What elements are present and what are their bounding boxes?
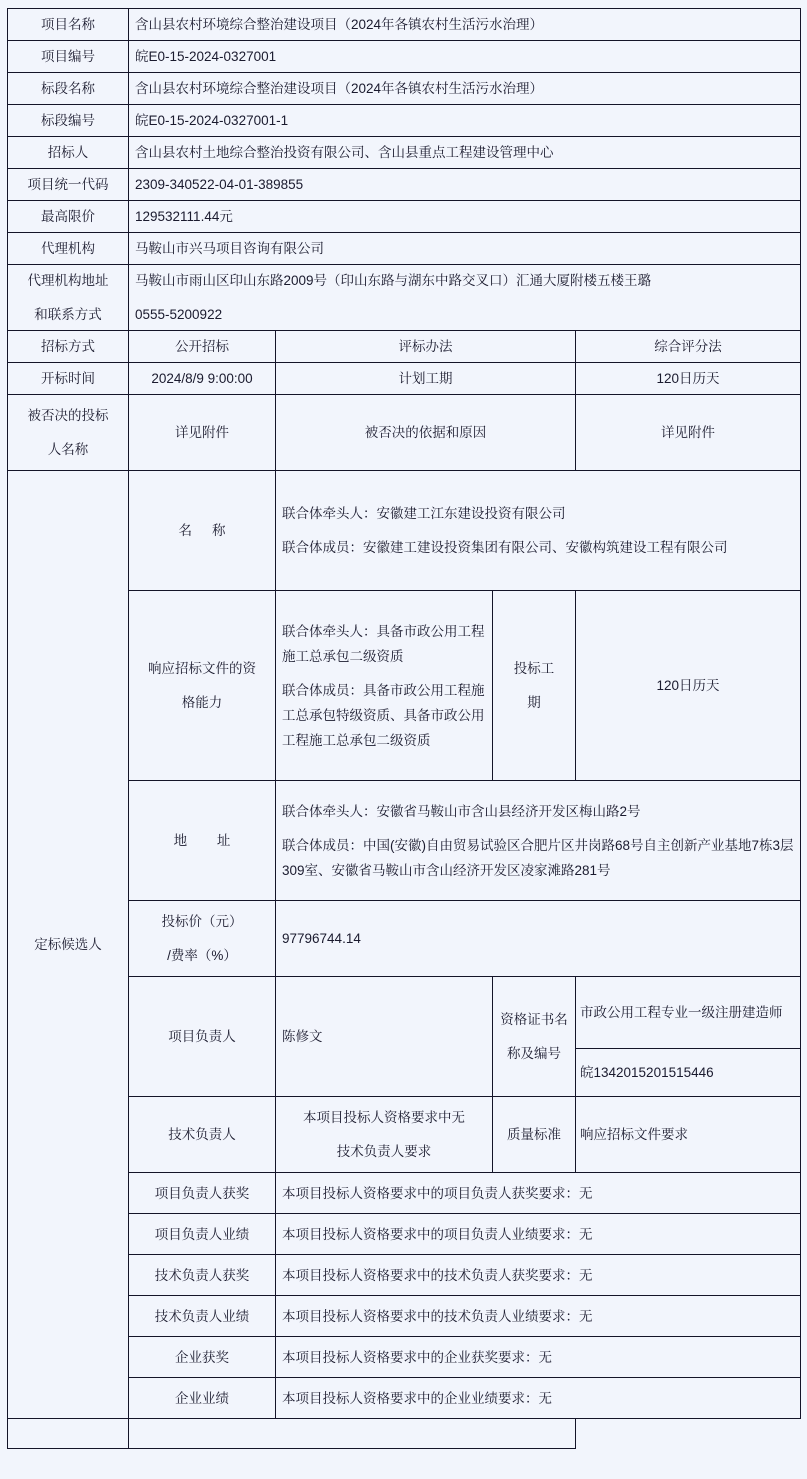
row-value-unified-code: 2309-340522-04-01-389855 (129, 169, 801, 201)
table-row (8, 41, 801, 73)
tech-manager-value-line1: 本项目投标人资格要求中无 (303, 1110, 465, 1125)
table-row (8, 233, 801, 265)
certificate-name: 市政公用工程专业一级注册建造师 (576, 977, 801, 1049)
bid-price-value: 97796744.14 (276, 901, 801, 977)
row-label-rejected-bidders (8, 395, 129, 471)
partial-row-cell-value (129, 1419, 576, 1449)
row-label-agency: 代理机构 (8, 233, 129, 265)
qualification-label-line2: 格能力 (181, 695, 223, 710)
row-value-open-time: 2024/8/9 9:00:00 (129, 363, 276, 395)
table-row (8, 105, 801, 137)
table-row (8, 265, 801, 331)
row-label-section-code: 标段编号 (8, 105, 129, 137)
table-row (8, 331, 801, 363)
candidate-address-line1: 联合体牵头人：安徽省马鞍山市含山县经济开发区梅山路2号 (282, 803, 641, 819)
requirement-value-tech-performance: 本项目投标人资格要求中的技术负责人业绩要求：无 (276, 1296, 801, 1337)
requirement-label-pm-performance: 项目负责人业绩 (129, 1214, 276, 1255)
requirement-label-tech-award: 技术负责人获奖 (129, 1255, 276, 1296)
qualification-label-line1: 响应招标文件的资 (148, 661, 256, 676)
rejected-bidders-label-line1: 被否决的投标 (27, 408, 109, 423)
candidate-address-label (129, 781, 276, 901)
row-label-section-name: 标段名称 (8, 73, 129, 105)
candidate-name-value (276, 471, 801, 591)
candidate-address-value (276, 781, 801, 901)
table-row-partial-cutoff (8, 1419, 801, 1449)
agency-contact-value-line1: 马鞍山市雨山区印山东路2009号（印山东路与湖东中路交叉口）汇通大厦附楼五楼王璐 (135, 273, 652, 288)
row-value-tenderee: 含山县农村土地综合整治投资有限公司、含山县重点工程建设管理中心 (129, 137, 801, 169)
requirement-value-company-performance: 本项目投标人资格要求中的企业业绩要求：无 (276, 1378, 801, 1419)
requirement-label-company-award: 企业获奖 (129, 1337, 276, 1378)
project-manager-name: 陈修文 (276, 977, 493, 1097)
table-row (8, 395, 801, 471)
certificate-label (493, 977, 576, 1097)
row-value-max-price: 129532111.44元 (129, 201, 801, 233)
candidate-name-label (129, 471, 276, 591)
row-value-project-code: 皖E0-15-2024-0327001 (129, 41, 801, 73)
row-value-section-name: 含山县农村环境综合整治建设项目（2024年各镇农村生活污水治理） (129, 73, 801, 105)
qualification-value (276, 591, 493, 781)
row-value-agency: 马鞍山市兴马项目咨询有限公司 (129, 233, 801, 265)
tech-manager-value-line2: 技术负责人要求 (336, 1144, 432, 1159)
certificate-label-line1: 资格证书名 (500, 1012, 568, 1027)
table-row (8, 9, 801, 41)
agency-contact-value-line2: 0555-5200922 (135, 307, 223, 322)
table-row (8, 73, 801, 105)
requirement-value-pm-performance: 本项目投标人资格要求中的项目负责人业绩要求：无 (276, 1214, 801, 1255)
qualification-line2: 联合体成员：具备市政公用工程施工总承包特级资质、具备市政公用工程施工总承包二级资质 (282, 682, 485, 748)
partial-row-cell-label (8, 1419, 129, 1449)
quality-standard-value: 响应招标文件要求 (576, 1097, 801, 1173)
certificate-label-line2: 称及编号 (507, 1046, 561, 1061)
project-manager-label: 项目负责人 (129, 977, 276, 1097)
table-row (8, 137, 801, 169)
row-label-max-price: 最高限价 (8, 201, 129, 233)
bid-duration-label-line2: 期 (527, 695, 541, 710)
row-value-tender-method: 公开招标 (129, 331, 276, 363)
row-value-rejection-reason: 详见附件 (576, 395, 801, 471)
row-label-open-time: 开标时间 (8, 363, 129, 395)
rejected-bidders-label-line2: 人名称 (47, 442, 89, 457)
table-row (8, 201, 801, 233)
bid-announcement-table (7, 8, 801, 1449)
requirement-value-pm-award: 本项目投标人资格要求中的项目负责人获奖要求：无 (276, 1173, 801, 1214)
candidate-name-line1: 联合体牵头人：安徽建工江东建设投资有限公司 (282, 506, 566, 521)
table-row (8, 169, 801, 201)
row-value-rejected-bidders: 详见附件 (129, 395, 276, 471)
candidate-name-line2: 联合体成员：安徽建工建设投资集团有限公司、安徽构筑建设工程有限公司 (282, 540, 728, 555)
qualification-label (129, 591, 276, 781)
bid-price-label-line2: /费率（%） (167, 948, 237, 963)
certificate-number: 皖1342015201515446 (576, 1049, 801, 1097)
agency-contact-label-line1: 代理机构地址 (27, 273, 109, 288)
candidate-address-line2: 联合体成员：中国(安徽)自由贸易试验区合肥片区井岗路68号自主创新产业基地7栋3层309室、安徽省马鞍山市含山经济开发区凌家滩路281号 (282, 837, 794, 878)
requirement-value-tech-award: 本项目投标人资格要求中的技术负责人获奖要求：无 (276, 1255, 801, 1296)
table-row-candidate-name (8, 471, 801, 591)
row-label-rejection-reason: 被否决的依据和原因 (276, 395, 576, 471)
bid-price-label (129, 901, 276, 977)
section-label-candidate: 定标候选人 (8, 471, 129, 1419)
row-label-tenderee: 招标人 (8, 137, 129, 169)
bid-duration-label-line1: 投标工 (513, 661, 555, 676)
tech-manager-label: 技术负责人 (129, 1097, 276, 1173)
candidate-address-label-text: 地 址 (173, 833, 239, 848)
row-value-project-name: 含山县农村环境综合整治建设项目（2024年各镇农村生活污水治理） (129, 9, 801, 41)
row-label-project-name: 项目名称 (8, 9, 129, 41)
table-row (8, 363, 801, 395)
bid-price-label-line1: 投标价（元） (161, 914, 243, 929)
quality-standard-label: 质量标准 (493, 1097, 576, 1173)
row-value-planned-duration: 120日历天 (576, 363, 801, 395)
bid-duration-value: 120日历天 (576, 591, 801, 781)
row-label-project-code: 项目编号 (8, 41, 129, 73)
requirement-value-company-award: 本项目投标人资格要求中的企业获奖要求：无 (276, 1337, 801, 1378)
row-value-evaluation-method: 综合评分法 (576, 331, 801, 363)
row-label-unified-code: 项目统一代码 (8, 169, 129, 201)
requirement-label-company-performance: 企业业绩 (129, 1378, 276, 1419)
requirement-label-pm-award: 项目负责人获奖 (129, 1173, 276, 1214)
row-label-planned-duration: 计划工期 (276, 363, 576, 395)
row-label-evaluation-method: 评标办法 (276, 331, 576, 363)
qualification-line1: 联合体牵头人：具备市政公用工程施工总承包二级资质 (282, 623, 485, 664)
bid-duration-label (493, 591, 576, 781)
tech-manager-value (276, 1097, 493, 1173)
requirement-label-tech-performance: 技术负责人业绩 (129, 1296, 276, 1337)
row-value-section-code: 皖E0-15-2024-0327001-1 (129, 105, 801, 137)
row-label-tender-method: 招标方式 (8, 331, 129, 363)
candidate-name-label-text: 名 称 (178, 523, 234, 538)
row-label-agency-contact (8, 265, 129, 331)
row-value-agency-contact (129, 265, 801, 331)
agency-contact-label-line2: 和联系方式 (34, 307, 102, 322)
